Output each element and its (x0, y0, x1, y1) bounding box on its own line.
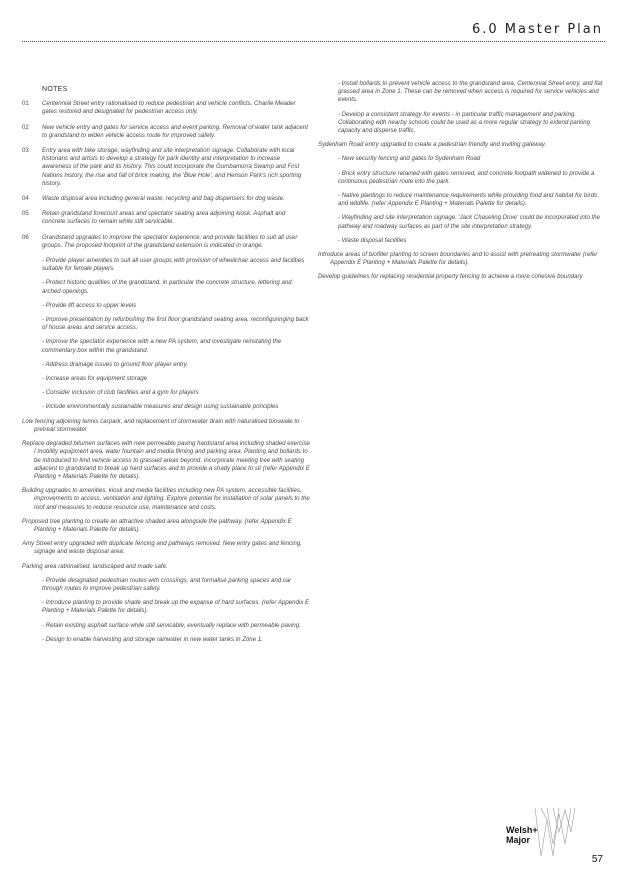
parking-subitem: - Install bollards to prevent vehicle access to the grandstand area, Centennial Street entry, and flat grassed area in Zone 1. These can be removed when access is required for service vehicles and events. (338, 80, 603, 104)
note-paragraph: Building upgrades to amenities, kiosk and media facilities including new PA system, accessible facilities, improvements to access, ventilation and lighting. Explore potential for installation of solar panels to the roof and measures to reduce resource use, maintenance and costs. (22, 487, 310, 511)
parking-subitem: - Provide designated pedestrian routes with crossings, and formalise parking spaces and car through routes to improve pedestrian safety. (42, 576, 292, 592)
grandstand-subitem: - Consider inclusion of club facilities and a gym for players (42, 389, 199, 397)
note-number: 02 (22, 123, 29, 131)
sydenham-subitem: - New security fencing and gates to Sydenham Road (338, 155, 481, 163)
note-paragraph: Sydenham Road entry upgraded to create a pedestrian friendly and inviting gateway. (318, 141, 547, 149)
grandstand-subitem: - Address drainage issues to ground floor player entry. (42, 360, 188, 368)
grandstand-subitem: - Increase areas for equipment storage (42, 375, 148, 383)
notes-heading: NOTES (42, 86, 68, 93)
note-01 (22, 100, 310, 116)
note-number: 03 (22, 147, 29, 155)
note-text: Entry area with bike storage, wayfinding and site interpretation signage. Collaborate with local historians and artists to develop a strategy for park identity and interpretation to increase awareness of the park and its history. This could incorporate the Gumbamorra Swamp and First Nations history, the rise and fall of brick making, the 'Blue Hole', and Henson Park's rich sporting history. (42, 147, 302, 187)
grandstand-subitem: - Include environmentally sustainable measures and design using sustainable principles (42, 403, 279, 411)
logo-wordmark (506, 826, 538, 845)
note-number: 06 (22, 233, 29, 241)
note-text: Retain grandstand forecourt areas and spectator seating area adjoining kiosk. Asphalt and concrete surfaces to remain while still servicable. (42, 210, 286, 226)
note-text: Waste disposal area including general waste, recycling and bag dispensers for dog waste. (42, 195, 285, 203)
parking-subitem: - Retain existing asphalt surface while still servicable, eventually replace with permeable paving. (42, 621, 301, 629)
note-number: 04 (22, 195, 29, 203)
grandstand-subitem: - Provide player amenities to suit all user groups with provision of wheelchair access and facilities suitable for female players. (42, 257, 305, 273)
parking-subitem: - Develop a consistent strategy for events - in particular traffic management and parking. Collaborating with nearby schools could be used as a more regular strategy to extend parking capacity and disperse traffic. (338, 110, 591, 135)
notes-right-column (318, 80, 608, 288)
note-03 (22, 147, 310, 188)
header-divider (22, 41, 605, 42)
logo-line-2: Major (506, 834, 531, 845)
grandstand-subitem: - Provide lift access to upper levels (42, 301, 137, 309)
welsh-major-logo (506, 806, 576, 858)
note-number: 01 (22, 100, 29, 108)
page-number: 57 (591, 854, 603, 865)
note-paragraph: Replace degraded bitumen surfaces with new permeable paving hardstand area including shaded exercise / mobility equipment area, water fountain and media filming and parking area. Planting and bollards to be introduced to limit vehicle access to grassed areas beyond. Incorporate meeting tree with seating adjacent to grandstand to break up hard surfaces and to provide a shady place to sit (refer Appendix E Planting + Materials Palette for details). (22, 440, 310, 480)
parking-subitem: - Design to enable harvesting and storage rainwater in new water tanks in Zone 1. (42, 635, 263, 643)
note-05 (22, 210, 310, 226)
page-title: 6.0 Master Plan (472, 22, 603, 37)
parking-subitem: - Introduce planting to provide shade and break up the expanse of hard surfaces. (refer Appendix E Planting + Materials Palette for details). (42, 599, 310, 615)
note-paragraph: Amy Street entry upgraded with duplicate fencing and pathways removed. New entry gates and fencing, signage and waste disposal area. (22, 540, 302, 556)
note-paragraph: Introduce areas of biofilter planting to screen boundaries and to assist with pretreating stormwater (refer Appendix E Planting + Materials Palette for details). (318, 251, 598, 267)
note-02 (22, 124, 310, 140)
note-text: New vehicle entry and gates for service access and event parking. Removal of water tank adjacent to grandstand to widen vehicle access route for improved safety. (42, 123, 308, 139)
note-04 (22, 195, 310, 203)
note-text: Grandstand upgrades to improve the spectator experience, and provide facilities to suit all user groups. The proposed footprint of the grandstand extension is indicated in orange. (42, 233, 298, 249)
logo-line-1: Welsh+ (506, 825, 538, 835)
note-06 (22, 234, 310, 250)
sydenham-subitem: - Native plantings to reduce maintenance requirements while providing food and habitat for birds and wildlife. (refer Appendix E Planting + Materials Palette for details). (338, 192, 598, 208)
note-number: 05 (22, 210, 29, 218)
note-paragraph: Develop guidelines for replacing residential property fencing to achieve a more cohesive boundary (318, 273, 583, 281)
grandstand-subitem: - Improve the spectator experience with a new PA system, and investigate reinstating the commentary box within the grandstand. (42, 338, 282, 354)
note-text: Centennial Street entry rationalised to reduce pedestrian and vehicle conflicts. Charlie Meader gates restored and designated for pedestrian access only. (42, 100, 296, 116)
logo-mark-icon (534, 806, 576, 858)
note-paragraph: Proposed tree planting to create an attractive shaded area alongside the pathway. (refer Appendix E Planting + Materials Palette for details). (22, 517, 292, 533)
sydenham-subitem: - Brick entry structure retained with gates removed, and concrete footpath widened to provide a continuous pedestrian route into the park. (338, 169, 595, 185)
sydenham-subitem: - Wayfinding and site interpretation signage. 'Jack Chaseling Drive' could be incorporated into the pathway and roadway surfaces as part of the site interpretation strategy. (338, 214, 601, 230)
notes-left-column (22, 80, 310, 650)
grandstand-subitem: - Improve presentation by refurbishing the first floor grandstand seating area, reconfiguringing back of house areas and service access. (42, 316, 309, 332)
note-paragraph: Parking area rationalised, landscaped and made safe. (22, 562, 168, 570)
grandstand-subitem: - Protect historic qualities of the grandstand, in particular the concrete structure, lettering and arched openings. (42, 279, 292, 295)
sydenham-subitem: - Waste disposal facilities (338, 236, 407, 244)
note-paragraph: Low fencing adjoining tennis carpark, and replacement of stormwater drain with naturalised bioswale to pretreat stormwater (22, 417, 300, 433)
